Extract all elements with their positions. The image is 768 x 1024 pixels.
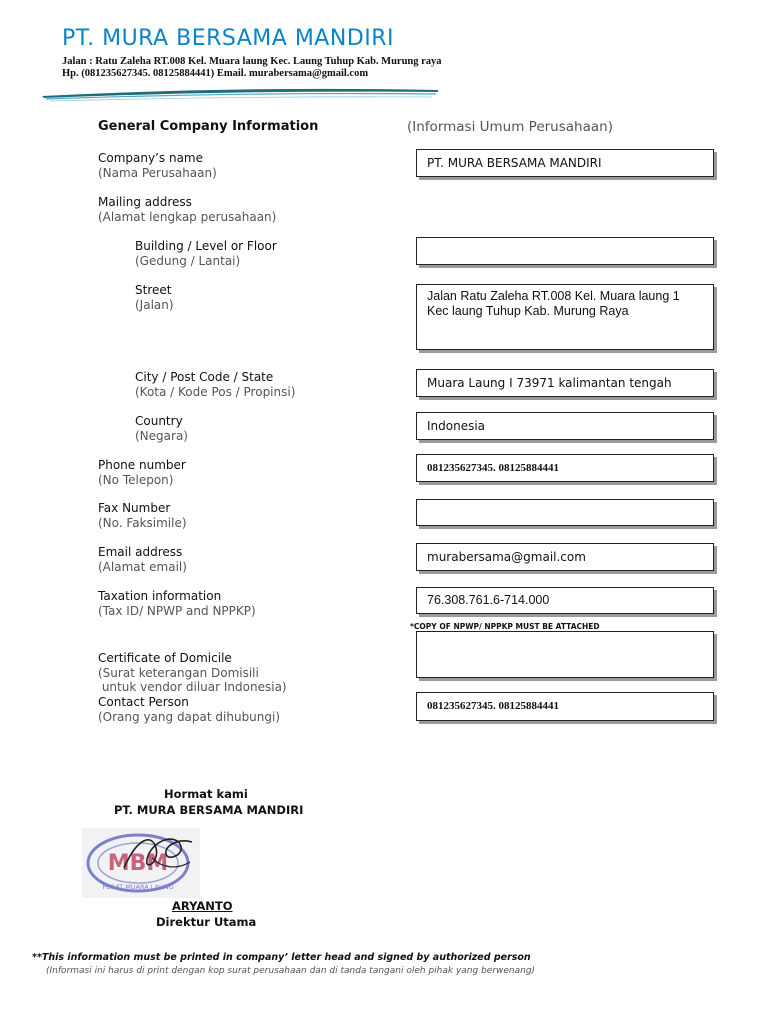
label-id: (Negara) <box>135 428 188 443</box>
signature-company: PT. MURA BERSAMA MANDIRI <box>114 803 304 817</box>
label-en: Contact Person <box>98 695 189 709</box>
label-en: Building / Level or Floor <box>135 239 277 253</box>
signatory-position: Direktur Utama <box>156 915 257 929</box>
label-id: (Alamat lengkap perusahaan) <box>98 209 277 224</box>
label-id: (Alamat email) <box>98 559 187 574</box>
mailing-address-label <box>98 195 276 224</box>
label-en: Fax Number <box>98 501 171 515</box>
label-id: (Kota / Kode Pos / Propinsi) <box>135 384 296 399</box>
fax-field[interactable] <box>416 499 714 526</box>
company-stamp-signature <box>82 828 200 898</box>
svg-text:MBM: MBM <box>107 851 169 876</box>
label-en: Email address <box>98 545 183 559</box>
label-en: Country <box>135 414 183 428</box>
signature-greeting: Hormat kami <box>164 787 248 801</box>
letterhead-contact: Hp. (081235627345. 08125884441) Email. murabersama@gmail.com <box>62 68 369 79</box>
label-id: (Nama Perusahaan) <box>98 165 217 180</box>
label-id: (No. Faksimile) <box>98 515 187 530</box>
label-id: (Surat keterangan Domisili <box>98 665 259 680</box>
letterhead-address: Jalan : Ratu Zaleha RT.008 Kel. Muara laung Kec. Laung Tuhup Kab. Murung raya <box>62 56 442 67</box>
building-field[interactable] <box>416 237 714 265</box>
svg-text:PUSAT MUARA LAUNG: PUSAT MUARA LAUNG <box>102 883 174 891</box>
section-title-translation: (Informasi Umum Perusahaan) <box>407 119 613 135</box>
footer-instruction: **This information must be printed in company’ letter head and signed by authorized person <box>32 952 531 963</box>
domicile-label <box>98 651 287 695</box>
tax-label <box>98 589 256 618</box>
section-title: General Company Information <box>98 119 319 134</box>
tax-attachment-note: *COPY OF NPWP/ NPPKP MUST BE ATTACHED <box>410 622 600 631</box>
country-field[interactable]: Indonesia <box>416 412 714 440</box>
label-en: City / Post Code / State <box>135 370 274 384</box>
signatory-name: ARYANTO <box>172 899 233 913</box>
label-en: Certificate of Domicile <box>98 651 232 665</box>
tax-field[interactable]: 76.308.761.6-714.000 <box>416 587 714 614</box>
building-label <box>135 239 277 268</box>
contact-label <box>98 695 280 724</box>
label-id: (No Telepon) <box>98 472 174 487</box>
email-field[interactable]: murabersama@gmail.com <box>416 543 714 571</box>
label-id: (Orang yang dapat dihubungi) <box>98 709 281 724</box>
email-label <box>98 545 187 574</box>
label-en: Phone number <box>98 458 186 472</box>
label-id: (Jalan) <box>135 297 174 312</box>
phone-field[interactable]: 081235627345. 08125884441 <box>416 454 714 482</box>
contact-field[interactable]: 081235627345. 08125884441 <box>416 692 714 721</box>
label-en: Company’s name <box>98 151 203 165</box>
street-label <box>135 283 174 312</box>
domicile-field[interactable] <box>416 631 714 678</box>
country-label <box>135 414 188 443</box>
label-en: Mailing address <box>98 195 192 209</box>
label-en: Street <box>135 283 172 297</box>
footer-instruction-translation: (Informasi ini harus di print dengan kop surat perusahaan dan di tanda tangani oleh pihak yang berwenang) <box>46 966 536 976</box>
label-id: (Gedung / Lantai) <box>135 253 241 268</box>
label-id: (Tax ID/ NPWP and NPPKP) <box>98 603 256 618</box>
company-name-label <box>98 151 217 180</box>
label-id-continued: untuk vendor diluar Indonesia) <box>98 680 287 694</box>
street-field[interactable]: Jalan Ratu Zaleha RT.008 Kel. Muara laung 1 Kec laung Tuhup Kab. Murung Raya <box>416 284 714 350</box>
letterhead-company-name: PT. MURA BERSAMA MANDIRI <box>62 26 395 51</box>
fax-label <box>98 501 187 530</box>
phone-label <box>98 458 186 487</box>
city-field[interactable]: Muara Laung I 73971 kalimantan tengah <box>416 369 714 397</box>
letterhead-divider <box>40 84 440 104</box>
city-label <box>135 370 295 399</box>
label-en: Taxation information <box>98 589 222 603</box>
company-name-field[interactable]: PT. MURA BERSAMA MANDIRI <box>416 149 714 177</box>
